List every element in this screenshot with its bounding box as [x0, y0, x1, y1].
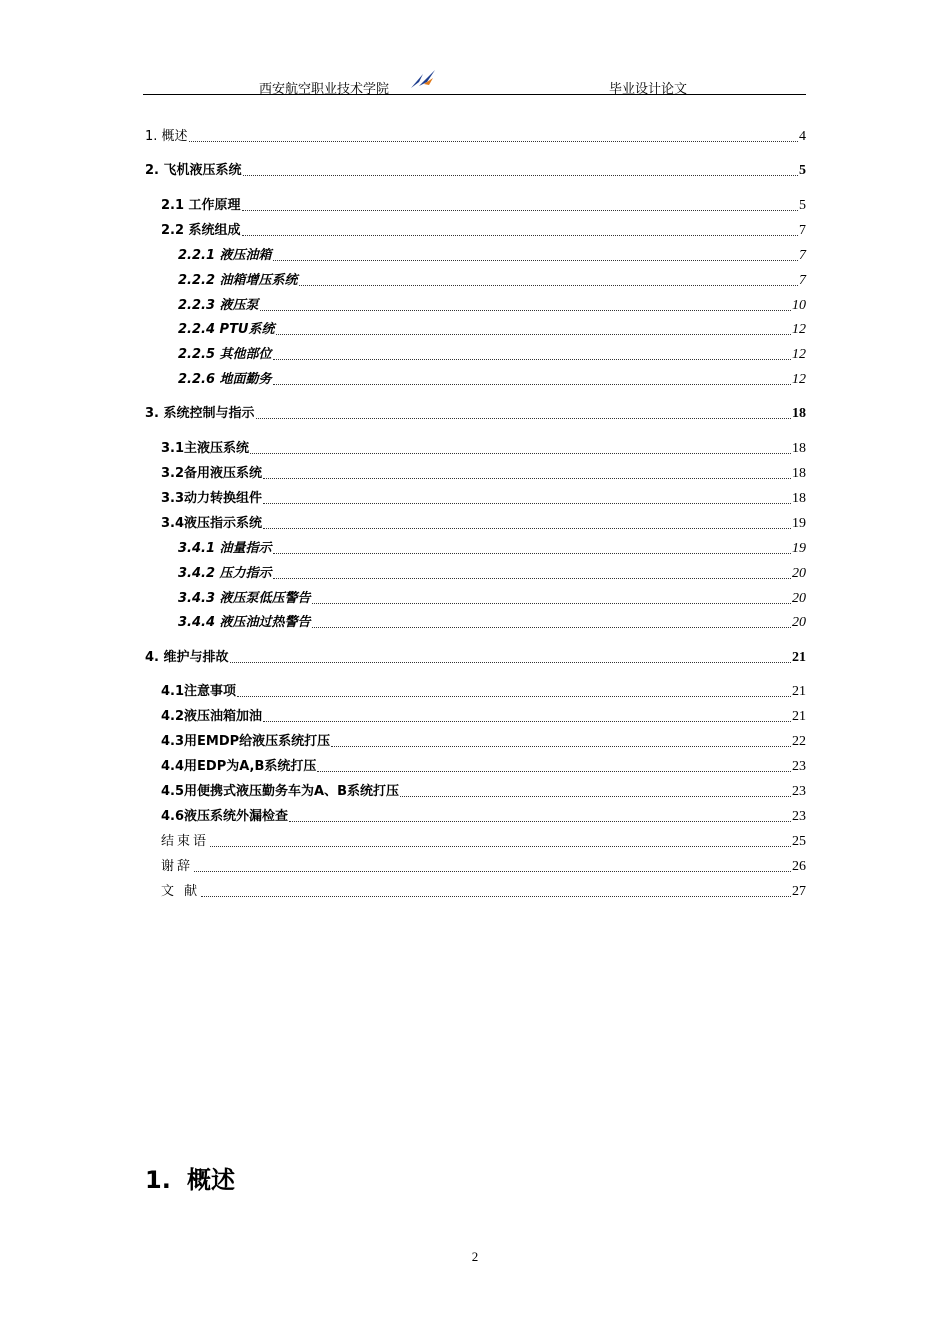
toc-entry[interactable]: [178, 272, 806, 290]
toc-leader-dots: [299, 284, 798, 286]
swoosh-logo-icon: [409, 68, 437, 90]
toc-entry-page: 5: [799, 198, 806, 213]
toc-entry-page: 27: [792, 884, 806, 899]
toc-entry-title: 4.6液压系统外漏检查: [161, 809, 289, 824]
toc-entry[interactable]: [161, 808, 806, 826]
toc-entry-title: 4.1注意事项: [161, 684, 237, 699]
toc-entry-page: 12: [792, 372, 806, 387]
toc-entry-page: 22: [792, 734, 806, 749]
toc-entry-title: 3. 系统控制与指示: [145, 406, 255, 421]
toc-entry[interactable]: [178, 247, 806, 265]
toc-entry-page: 18: [792, 441, 806, 456]
toc-entry-page: 25: [792, 834, 806, 849]
toc-leader-dots: [260, 309, 791, 311]
toc-entry-title: 3.1主液压系统: [161, 441, 250, 456]
school-name: 西安航空职业技术学院: [259, 82, 390, 97]
toc-entry-title: 1. 概述: [145, 129, 188, 144]
toc-entry-title: 2. 飞机液压系统: [145, 163, 242, 178]
toc-entry-title: 4.4用EDP为A,B系统打压: [161, 759, 317, 774]
toc-entry-page: 10: [792, 298, 806, 313]
section-heading: [145, 1160, 235, 1195]
toc-entry[interactable]: [161, 490, 806, 508]
toc-entry[interactable]: [161, 197, 806, 215]
toc-entry[interactable]: [161, 222, 806, 240]
toc-entry-title: 2.2.6 地面勤务: [178, 372, 272, 387]
toc-entry-title: 3.4.3 液压泵低压警告: [178, 591, 311, 606]
toc-leader-dots: [263, 477, 791, 479]
toc-entry-title: 2.2 系统组成: [161, 223, 241, 238]
toc-leader-dots: [289, 820, 791, 822]
toc-entry-page: 20: [792, 566, 806, 581]
toc-entry[interactable]: [161, 883, 806, 901]
toc-entry-page: 19: [792, 516, 806, 531]
toc-entry-title: 2.2.3 液压泵: [178, 298, 259, 313]
toc-entry[interactable]: [161, 858, 806, 876]
toc-entry-page: 18: [792, 406, 806, 421]
toc-entry[interactable]: [178, 346, 806, 364]
toc-entry-page: 12: [792, 322, 806, 337]
toc-entry[interactable]: [145, 162, 806, 180]
toc-leader-dots: [237, 695, 791, 697]
toc-leader-dots: [189, 140, 798, 142]
toc-entry-page: 26: [792, 859, 806, 874]
toc-leader-dots: [256, 417, 791, 419]
toc-leader-dots: [273, 577, 791, 579]
toc-entry-title: 3.4液压指示系统: [161, 516, 263, 531]
toc-entry-title: 文 献: [161, 884, 201, 899]
page-number: 2: [471, 1249, 479, 1264]
toc-entry-title: 4. 维护与排故: [145, 650, 229, 665]
toc-entry-title: 谢辞: [161, 859, 194, 874]
toc-entry[interactable]: [161, 683, 806, 701]
toc-entry-title: 2.1 工作原理: [161, 198, 241, 213]
toc-leader-dots: [331, 745, 791, 747]
toc-entry[interactable]: [161, 440, 806, 458]
toc-entry-page: 5: [799, 163, 806, 178]
toc-entry-page: 19: [792, 541, 806, 556]
toc-entry-page: 21: [792, 709, 806, 724]
toc-entry[interactable]: [178, 590, 806, 608]
toc-entry[interactable]: [161, 465, 806, 483]
toc-leader-dots: [250, 452, 791, 454]
toc-entry[interactable]: [145, 649, 806, 667]
toc-leader-dots: [273, 358, 791, 360]
toc-entry-title: 4.5用便携式液压勤务车为A、B系统打压: [161, 784, 399, 799]
toc-entry-page: 7: [799, 273, 806, 288]
toc-leader-dots: [242, 209, 798, 211]
toc-entry-page: 12: [792, 347, 806, 362]
toc-leader-dots: [312, 602, 791, 604]
toc-entry-page: 23: [792, 784, 806, 799]
toc-entry[interactable]: [178, 371, 806, 389]
toc-entry-page: 18: [792, 466, 806, 481]
toc-entry[interactable]: [178, 565, 806, 583]
toc-entry-page: 20: [792, 615, 806, 630]
toc-entry-title: 2.2.4 PTU系统: [178, 322, 275, 337]
toc-leader-dots: [400, 795, 791, 797]
toc-leader-dots: [201, 895, 791, 897]
toc-entry-page: 21: [792, 684, 806, 699]
toc-entry[interactable]: [145, 128, 806, 146]
toc-leader-dots: [317, 770, 791, 772]
toc-entry-title: 3.4.2 压力指示: [178, 566, 272, 581]
toc-entry[interactable]: [178, 540, 806, 558]
toc-entry[interactable]: [178, 614, 806, 632]
toc-entry-page: 21: [792, 650, 806, 665]
toc-entry-page: 7: [799, 248, 806, 263]
toc-entry-title: 4.3用EMDP给液压系统打压: [161, 734, 331, 749]
toc-entry-title: 2.2.1 液压油箱: [178, 248, 272, 263]
toc-entry-page: 4: [799, 129, 806, 144]
toc-entry[interactable]: [161, 733, 806, 751]
toc-entry-title: 3.4.1 油量指示: [178, 541, 272, 556]
toc-entry-page: 20: [792, 591, 806, 606]
toc-leader-dots: [230, 661, 791, 663]
toc-leader-dots: [263, 720, 791, 722]
toc-leader-dots: [312, 626, 791, 628]
toc-entry-page: 23: [792, 809, 806, 824]
toc-entry[interactable]: [178, 321, 806, 339]
toc-entry[interactable]: [161, 708, 806, 726]
toc-leader-dots: [243, 174, 798, 176]
page-header: [143, 68, 806, 95]
toc-entry-title: 2.2.2 油箱增压系统: [178, 273, 298, 288]
document-type: 毕业设计论文: [609, 82, 688, 97]
toc-leader-dots: [242, 234, 798, 236]
toc-entry-page: 18: [792, 491, 806, 506]
toc-entry[interactable]: [145, 405, 806, 423]
toc-entry[interactable]: [178, 297, 806, 315]
toc-entry-title: 3.3动力转换组件: [161, 491, 263, 506]
toc-leader-dots: [273, 383, 791, 385]
toc-entry-page: 23: [792, 759, 806, 774]
toc-entry-page: 7: [799, 223, 806, 238]
toc-entry[interactable]: [161, 833, 806, 851]
toc-leader-dots: [263, 502, 791, 504]
section-title: 概述: [187, 1166, 235, 1194]
toc-leader-dots: [194, 870, 791, 872]
toc-entry[interactable]: [161, 758, 806, 776]
toc-entry[interactable]: [161, 515, 806, 533]
toc-entry-title: 结束语: [161, 834, 210, 849]
toc-leader-dots: [263, 527, 791, 529]
toc-entry-title: 3.4.4 液压油过热警告: [178, 615, 311, 630]
toc-leader-dots: [273, 552, 791, 554]
toc-leader-dots: [210, 845, 791, 847]
toc-leader-dots: [276, 333, 792, 335]
toc-entry[interactable]: [161, 783, 806, 801]
toc-leader-dots: [273, 259, 798, 261]
toc-entry-title: 3.2备用液压系统: [161, 466, 263, 481]
toc-entry-title: 2.2.5 其他部位: [178, 347, 272, 362]
section-number: 1.: [145, 1166, 171, 1194]
toc-entry-title: 4.2液压油箱加油: [161, 709, 263, 724]
